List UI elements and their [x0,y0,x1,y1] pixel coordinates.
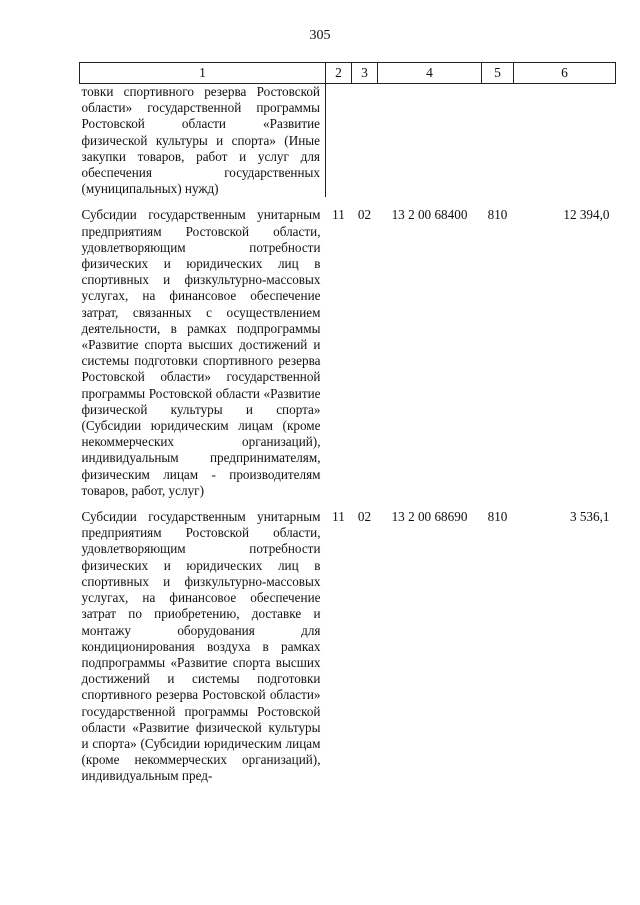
row-description: Субсидии государственным унитарным предприятиям Ростовской области, удовлетворяющим потребности физических и юридических лиц в спортивных и физкультурно-массовых услугах, на финансовое обеспечение затрат, связанных с осуществлением деятельности, в рамках подпрограммы «Развитие спорта высших достижений и системы подготовки спортивного резерва Ростовской области» государственной программы Ростовской области «Развитие физической культуры и спорта» (Субсидии юридическим лицам (кроме некоммерческих организаций), индивидуальным предпринимателям, физическим лицам - производителям товаров, работ, услуг) [81,207,321,498]
column-header-1: 1 [80,63,326,84]
column-header-2: 2 [326,63,352,84]
row-target: 13 2 00 68400 [391,207,468,223]
column-header-5: 5 [482,63,514,84]
row-type [482,84,514,198]
row-target: 13 2 00 68690 [391,509,468,525]
row-section: 11 [332,509,345,525]
budget-table [79,62,616,785]
column-header-4: 4 [378,63,482,84]
row-subsection: 02 [357,207,372,223]
row-section [326,84,352,198]
row-description: товки спортивного резерва Ростовской области» государственной программы Ростовской области «Развитие физической культуры и спорта» (Иные закупки товаров, работ и услуг для обеспечения государственных (муниципальных) нужд) [80,84,326,198]
table-row [80,499,616,784]
page-number: 305 [309,28,331,43]
row-section: 11 [332,207,345,223]
row-type: 810 [487,509,508,525]
row-description: Субсидии государственным унитарным предприятиям Ростовской области, удовлетворяющим потребности физических и юридических лиц в спортивных и физкультурно-массовых услугах, на финансовое обеспечение затрат по приобретению, доставке и монтажу оборудования для кондиционирования воздуха в рамках подпрограммы «Развитие спорта высших достижений и системы подготовки спортивного резерва Ростовской области» государственной программы Ростовской области «Развитие физической культуры и спорта» (Субсидии юридическим лицам (кроме некоммерческих организаций), индивидуальным пред- [81,509,321,784]
column-header-6: 6 [514,63,616,84]
row-amount: 12 394,0 [563,207,610,223]
row-type: 810 [487,207,508,223]
row-target [378,84,482,198]
table-header [80,63,616,84]
row-subsection [352,84,378,198]
column-header-3: 3 [352,63,378,84]
table-row [80,84,616,198]
row-amount: 3 536,1 [569,509,610,525]
row-amount [514,84,616,198]
table-row [80,197,616,499]
row-subsection: 02 [357,509,372,525]
